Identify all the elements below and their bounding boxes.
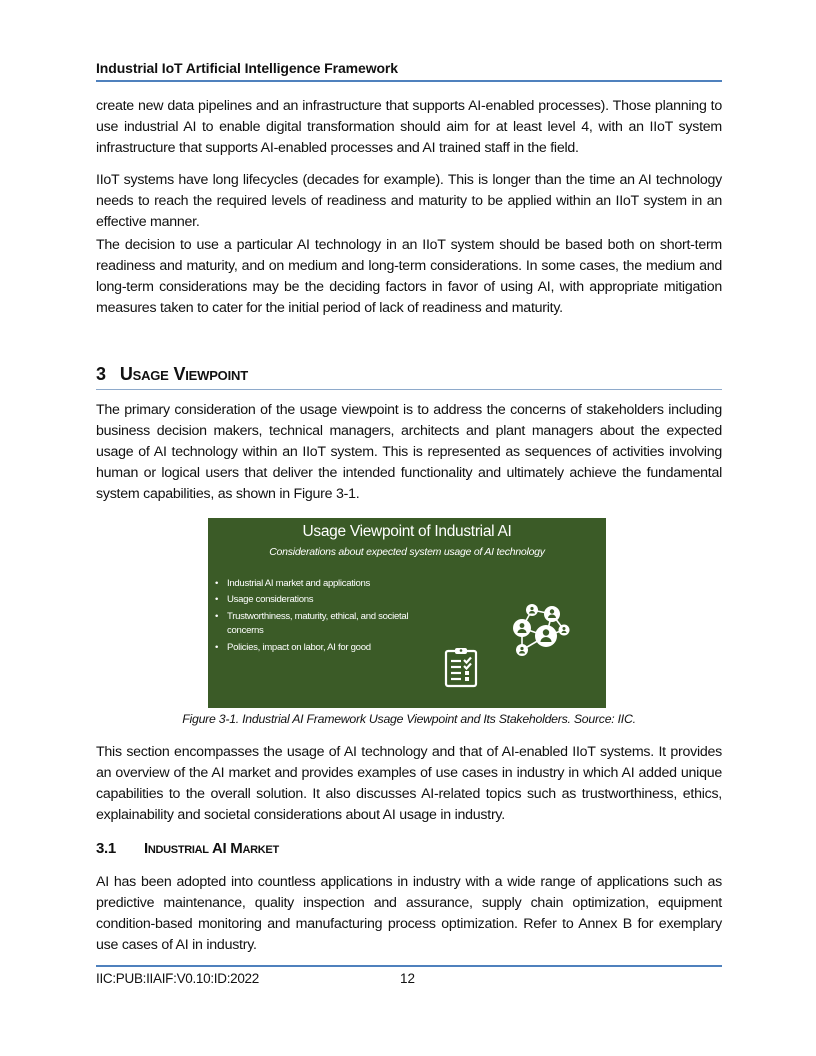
running-header: Industrial IoT Artificial Intelligence Framework — [96, 60, 398, 76]
header-rule — [96, 80, 722, 82]
paragraph-3: The decision to use a particular AI technology in an IIoT system should be based both on short-term readiness and maturity, and on medium and long-term considerations. In some cases, the medium and long-term considerations may be the deciding factors in favor of using AI, with appropriate mitigation measures taken to cater for the initial period of lack of readiness and maturity. — [96, 237, 722, 316]
paragraph-5: This section encompasses the usage of AI technology and that of AI-enabled IIoT systems. It provides an overview of the AI market and provides examples of use cases in industry in which AI added unique capabilities to the overall solution. It also discusses AI-related topics such as trustworthiness, ethics, explainability and societal considerations about AI usage in industry. — [96, 744, 722, 823]
people-network-icon — [508, 602, 570, 658]
section-number: 3 — [96, 364, 106, 384]
figure-title: Usage Viewpoint of Industrial AI — [302, 523, 512, 540]
section-rule — [96, 389, 722, 390]
figure-usage-viewpoint — [208, 518, 606, 708]
document-page — [96, 0, 722, 1056]
figure-caption: Figure 3-1. Industrial AI Framework Usage Viewpoint and Its Stakeholders. Source: IIC. — [182, 712, 636, 726]
paragraph-2: IIoT systems have long lifecycles (decades for example). This is longer than the time an AI technology needs to reach the required levels of readiness and maturity to be applied within an IIoT system in an effective manner. — [96, 172, 722, 230]
subsection-title: Industrial AI Market — [144, 840, 279, 857]
footer-rule — [96, 965, 722, 967]
section-heading-3 — [96, 364, 248, 385]
paragraph-6: AI has been adopted into countless applications in industry with a wide range of applications such as predictive maintenance, quality inspection and assurance, supply chain optimization, equipment condition-based monitoring and manufacturing process optimization. Refer to Annex B for exemplary use cases of AI in industry. — [96, 874, 722, 953]
paragraph-1: create new data pipelines and an infrastructure that supports AI-enabled processes). Those planning to use industrial AI to enable digital transformation should aim for at least level 4, with an IIoT system infrastructure that supports AI-enabled processes and AI trained staff in the field. — [96, 98, 722, 156]
section-heading-3-1 — [96, 840, 279, 857]
page-number: 12 — [400, 971, 416, 986]
figure-bullet: • Usage considerations — [214, 592, 424, 608]
figure-bullet: • Trustworthiness, maturity, ethical, and societal concerns — [214, 610, 424, 638]
footer-document-id: IIC:PUB:IIAIF:V0.10:ID:2022 — [96, 971, 259, 986]
figure-subtitle: Considerations about expected system usage of AI technology — [269, 546, 545, 558]
figure-bullet-list — [214, 576, 424, 656]
paragraph-4: The primary consideration of the usage viewpoint is to address the concerns of stakeholders including business decision makers, technical managers, architects and plant managers about the expected usage of AI technology within an IIoT system. This is represented as sequences of activities involving human or logical users that deliver the intended functionality and ultimately achieve the fundamental system capabilities, as shown in Figure 3-1. — [96, 402, 722, 502]
figure-bullet: • Industrial AI market and applications — [214, 576, 424, 592]
section-title: Usage Viewpoint — [119, 364, 248, 384]
subsection-number: 3.1 — [96, 840, 116, 857]
figure-bullet: • Policies, impact on labor, AI for good — [214, 640, 424, 656]
clipboard-checklist-icon — [444, 646, 478, 688]
